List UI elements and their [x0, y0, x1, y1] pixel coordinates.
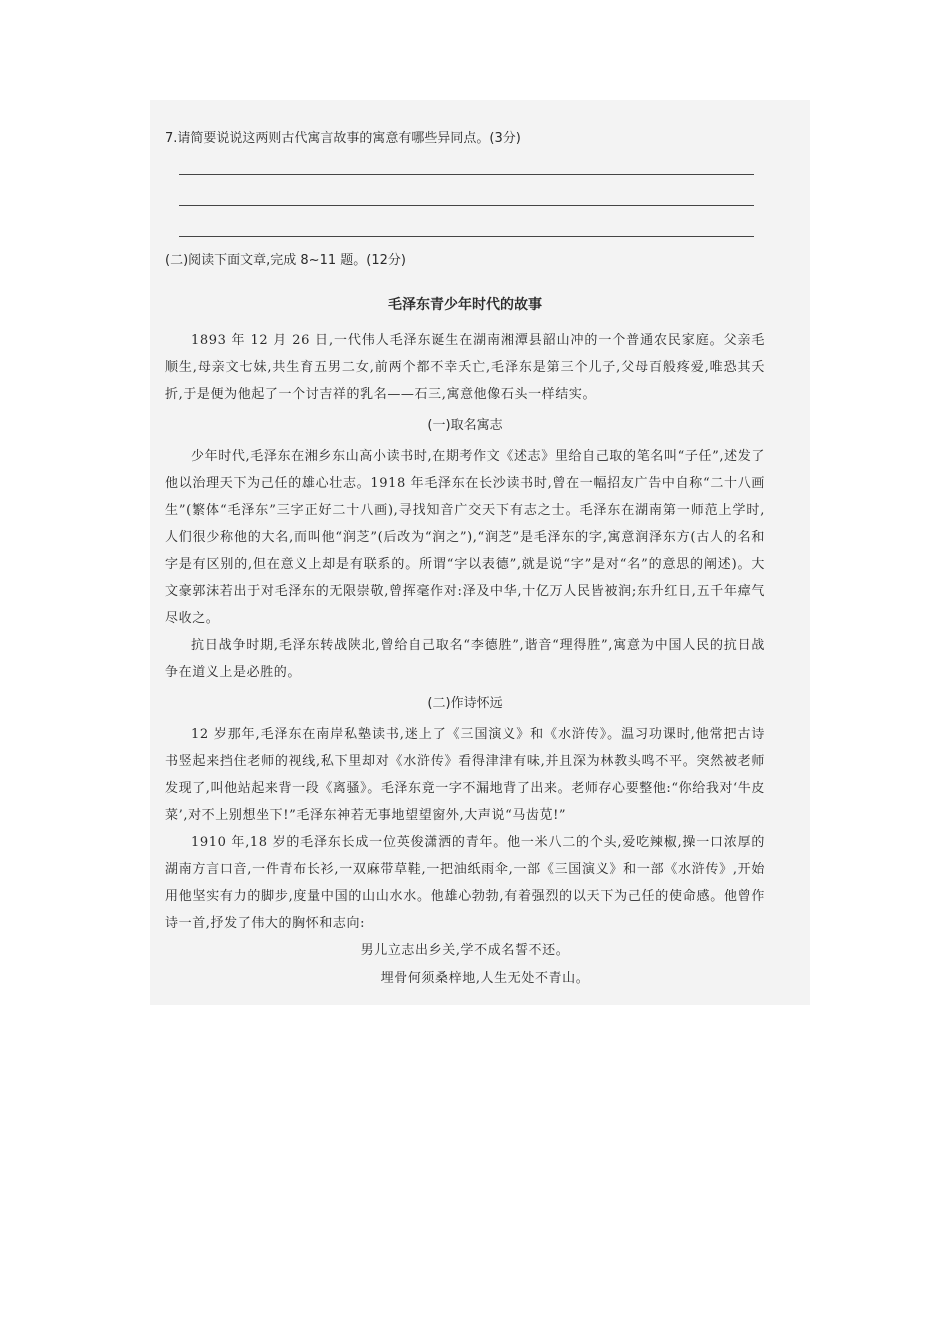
article-title: 毛泽东青少年时代的故事 — [388, 297, 542, 313]
section-2-header: (二)阅读下面文章,完成 8~11 题。(12分) — [165, 253, 406, 268]
poem — [165, 937, 765, 993]
answer-line[interactable] — [179, 236, 754, 237]
poem-line: 男儿立志出乡关,学不成名誓不还。 — [360, 943, 570, 958]
part-1-paragraph: 抗日战争时期,毛泽东转战陕北,曾给自己取名“李德胜”,谐音“理得胜”,寓意为中国人民的抗日战争在道义上是必胜的。 — [165, 638, 765, 680]
part-2-heading: (二)作诗怀远 — [427, 696, 503, 711]
part-2-paragraph: 12 岁那年,毛泽东在南岸私塾读书,迷上了《三国演义》和《水浒传》。温习功课时,他常把古诗书竖起来挡住老师的视线,私下里却对《水浒传》看得津津有味,并且深为林教头鸣不平。突然被老师发现了,叫他站起来背一段《离骚》。毛泽东竟一字不漏地背了出来。老师存心要整他:“你给我对‘牛皮菜’,对不上别想坐下!”毛泽东神若无事地望望窗外,大声说“马齿苋!” — [165, 727, 765, 823]
answer-line[interactable] — [179, 174, 754, 175]
question-7: 7.请简要说说这两则古代寓言故事的寓意有哪些异同点。(3分) — [165, 131, 521, 146]
intro-paragraph: 1893 年 12 月 26 日,一代伟人毛泽东诞生在湖南湘潭县韶山冲的一个普通农民家庭。父亲毛顺生,母亲文七妹,共生育五男二女,前两个都不幸夭亡,毛泽东是第三个儿子,父母百般疼爱,唯恐其夭折,于是便为他起了一个讨吉祥的乳名——石三,寓意他像石头一样结实。 — [165, 333, 765, 402]
answer-line[interactable] — [179, 205, 754, 206]
part-1-heading: (一)取名寓志 — [427, 418, 503, 433]
part-2-paragraph: 1910 年,18 岁的毛泽东长成一位英俊潇洒的青年。他一米八二的个头,爱吃辣椒,操一口浓厚的湖南方言口音,一件青布长衫,一双麻带草鞋,一把油纸雨伞,一部《三国演义》和一部《水浒传》,开始用他坚实有力的脚步,度量中国的山山水水。他雄心勃勃,有着强烈的以天下为己任的使命感。他曾作诗一首,抒发了伟大的胸怀和志向: — [165, 835, 765, 931]
poem-line: 埋骨何须桑梓地,人生无处不青山。 — [380, 971, 590, 986]
page-content — [165, 125, 765, 993]
part-1-paragraph: 少年时代,毛泽东在湘乡东山高小读书时,在期考作文《述志》里给自己取的笔名叫“子任”,述发了他以治理天下为己任的雄心壮志。1918 年毛泽东在长沙读书时,曾在一幅招友广告中自称“二十八画生”(繁体“毛泽东”三字正好二十八画),寻找知音广交天下有志之士。毛泽东在湖南第一师范上学时,人们很少称他的大名,而叫他“润芝”(后改为“润之”),“润芝”是毛泽东的字,寓意润泽东方(古人的名和字是有区别的,但在意义上却是有联系的。所谓“字以表德”,就是说“字”是对“名”的意思的阐述)。大文豪郭沫若出于对毛泽东的无限崇敬,曾挥毫作对:泽及中华,十亿万人民皆被润;东升红日,五千年瘴气尽收之。 — [165, 449, 765, 626]
